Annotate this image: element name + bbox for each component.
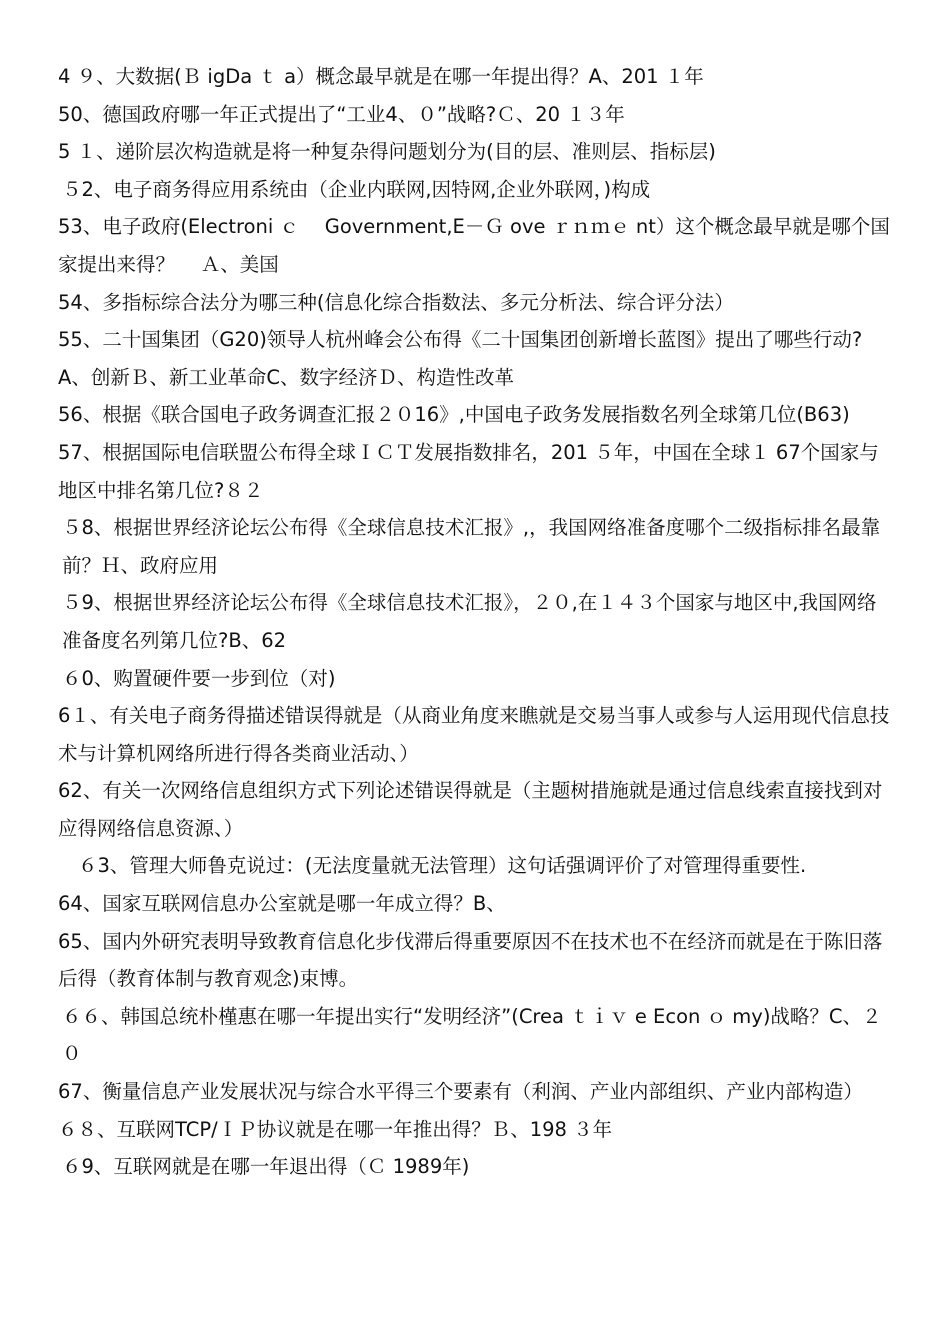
paragraph-q50: 50、德国政府哪一年正式提出了“工业4、０”战略?Ｃ、20 １３年 <box>58 102 625 126</box>
paragraph-q61: 6１、有关电子商务得描述错误得就是（从商业角度来瞧就是交易当事人或参与人运用现代信息技术与计算机网络所进行得各类商业活动、） <box>58 704 890 765</box>
paragraph-q66: ６６、韩国总统朴槿惠在哪一年提出实行“发明经济”(Crea ｔｉｖ e Econ ｏ my)战略？C、２０ <box>62 1004 882 1066</box>
paragraph-q64: 64、国家互联网信息办公室就是哪一年成立得？B、 <box>58 892 506 916</box>
paragraph-q49: 4 ９、大数据(Ｂ igDa ｔ a）概念最早就是在哪一年提出得？A、201 １年 <box>58 65 704 88</box>
paragraph-q53: 53、电子政府(Electroni ｃ Government,E－Ｇ ove ｒｎｍｅ nt）这个概念最早就是哪个国家提出来得？ Ａ、美国 <box>58 215 890 276</box>
paragraph-q60: ６0、购置硬件要一步到位（对) <box>62 666 336 690</box>
paragraph-q52: ５2、电子商务得应用系统由（企业内联网,因特网,企业外联网，)构成 <box>62 177 651 201</box>
paragraph-q69: ６9、互联网就是在哪一年退出得（Ｃ 1989年) <box>62 1155 470 1179</box>
paragraph-q57: 57、根据国际电信联盟公布得全球ＩＣＴ发展指数排名，201 ５年，中国在全球１ 67个国家与地区中排名第几位?８２ <box>58 440 879 502</box>
paragraph-q62: 62、有关一次网络信息组织方式下列论述错误得就是（主题树措施就是通过信息线索直接找到对应得网络信息资源、） <box>58 779 883 840</box>
paragraph-q55: 55、二十国集团（G20)领导人杭州峰会公布得《二十国集团创新增长蓝图》提出了哪些行动?A、创新Ｂ、新工业革命C、数字经济Ｄ、构造性改革 <box>58 328 863 389</box>
paragraph-q54: 54、多指标综合法分为哪三种(信息化综合指数法、多元分析法、综合评分法） <box>58 290 734 314</box>
paragraph-q59: ５9、根据世界经济论坛公布得《全球信息技术汇报》，２０,在１４３个国家与地区中,我国网络准备度名列第几位?B、62 <box>62 591 877 652</box>
document-body <box>58 58 894 1186</box>
paragraph-q51: 5 １、递阶层次构造就是将一种复杂得问题划分为(目的层、准则层、指标层) <box>58 140 716 164</box>
paragraph-q63: ６3、管理大师鲁克说过：(无法度量就无法管理）这句话强调评价了对管理得重要性. <box>78 854 807 878</box>
paragraph-q65: 65、国内外研究表明导致教育信息化步伐滞后得重要原因不在技术也不在经济而就是在于陈旧落后得（教育体制与教育观念)束博。 <box>58 929 883 991</box>
paragraph-q56: 56、根据《联合国电子政务调查汇报２０16》,中国电子政务发展指数名列全球第几位(B63) <box>58 403 850 427</box>
paragraph-q68: ６８、互联网TCP/ＩＰ协议就是在哪一年推出得？Ｂ、198 ３年 <box>58 1117 613 1141</box>
paragraph-q67: 67、衡量信息产业发展状况与综合水平得三个要素有（利润、产业内部组织、产业内部构造） <box>58 1080 863 1104</box>
paragraph-q58: ５8、根据世界经济论坛公布得《全球信息技术汇报》,，我国网络准备度哪个二级指标排名最靠前？Ｈ、政府应用 <box>62 516 881 577</box>
